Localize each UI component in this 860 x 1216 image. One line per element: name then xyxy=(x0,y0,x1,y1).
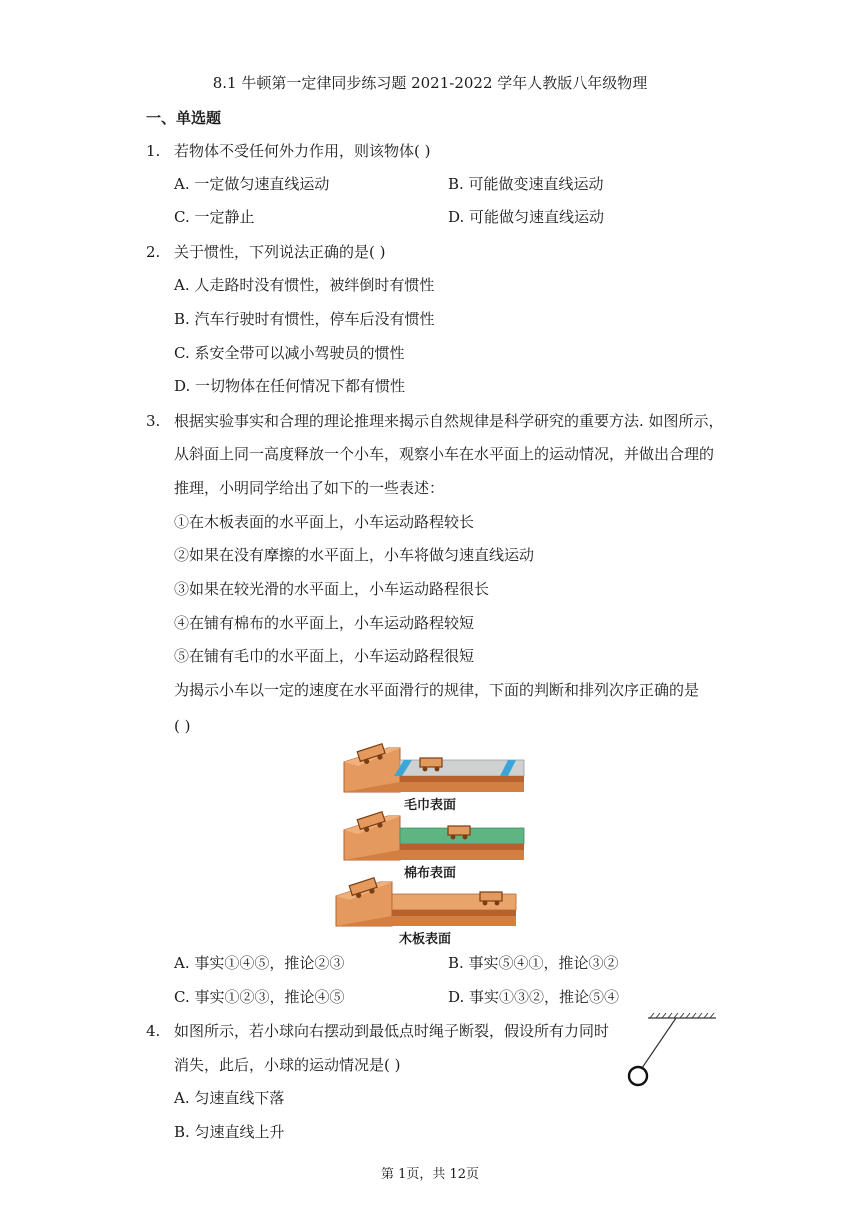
question-2-number: 2. xyxy=(146,243,161,261)
q3-statement-1: ①在木板表面的水平面上，小车运动路程较长 xyxy=(174,513,475,531)
q1-option-b: B. 可能做变速直线运动 xyxy=(448,175,604,193)
q3-stem-line: 推理，小明同学给出了如下的一些表述： xyxy=(174,479,445,497)
q3-option-d: D. 事实①③②，推论⑤④ xyxy=(448,988,620,1006)
q3-statement-2: ②如果在没有摩擦的水平面上，小车将做匀速直线运动 xyxy=(174,546,535,564)
section-heading: 一、单选题 xyxy=(146,109,222,127)
ball-icon xyxy=(629,1067,647,1085)
q4-option-b: B. 匀速直线上升 xyxy=(174,1123,285,1141)
q2-option-a: A. 人走路时没有惯性，被绊倒时有惯性 xyxy=(174,276,435,294)
question-3-number: 3. xyxy=(146,412,161,430)
question-1-number: 1. xyxy=(146,142,161,160)
q2-option-c: C. 系安全带可以减小驾驶员的惯性 xyxy=(174,344,405,362)
question-2-stem: 关于惯性，下列说法正确的是( ) xyxy=(174,243,386,261)
document-title: 8.1 牛顿第一定律同步练习题 2021-2022 学年人教版八年级物理 xyxy=(212,74,648,92)
q4-stem-line: 如图所示，若小球向右摆动到最低点时绳子断裂，假设所有力同时 xyxy=(174,1022,610,1040)
q3-option-c: C. 事实①②③，推论④⑤ xyxy=(174,988,345,1006)
q3-option-b: B. 事实⑤④①，推论③② xyxy=(448,954,619,972)
figure-caption-towel: 毛巾表面 xyxy=(404,798,457,813)
q1-option-a: A. 一定做匀速直线运动 xyxy=(174,175,330,193)
q3-statement-5: ⑤在铺有毛巾的水平面上，小车运动路程很短 xyxy=(174,647,475,665)
q2-option-d: D. 一切物体在任何情况下都有惯性 xyxy=(174,377,406,395)
q4-option-a: A. 匀速直线下落 xyxy=(174,1089,285,1107)
q3-stem-line: 根据实验事实和合理的理论推理来揭示自然规律是科学研究的重要方法. 如图所示， xyxy=(174,412,724,430)
q2-option-b: B. 汽车行驶时有惯性，停车后没有惯性 xyxy=(174,310,435,328)
q3-statement-3: ③如果在较光滑的水平面上，小车运动路程很长 xyxy=(174,580,490,598)
q1-option-c: C. 一定静止 xyxy=(174,208,255,226)
page-footer: 第 1页，共 12页 xyxy=(380,1167,480,1182)
q4-stem-line: 消失，此后，小球的运动情况是( ) xyxy=(174,1056,401,1074)
q3-answer-blank: ( ) xyxy=(174,717,191,735)
q3-statement-4: ④在铺有棉布的水平面上，小车运动路程较短 xyxy=(174,614,475,632)
question-4-number: 4. xyxy=(146,1022,161,1040)
pendulum-diagram xyxy=(620,1010,720,1090)
q3-option-a: A. 事实①④⑤，推论②③ xyxy=(174,954,345,972)
question-1-stem: 若物体不受任何外力作用，则该物体( ) xyxy=(174,142,431,160)
q3-stem-line: 为揭示小车以一定的速度在水平面滑行的规律，下面的判断和排列次序正确的是 xyxy=(174,681,700,699)
towel-surface-diagram xyxy=(338,742,530,794)
cotton-surface-diagram xyxy=(338,810,530,862)
wood-surface-diagram xyxy=(330,878,522,928)
figure-caption-wood: 木板表面 xyxy=(399,932,452,947)
figure-caption-cotton: 棉布表面 xyxy=(404,866,457,881)
q3-stem-line: 从斜面上同一高度释放一个小车，观察小车在水平面上的运动情况，并做出合理的 xyxy=(174,445,715,463)
q1-option-d: D. 可能做匀速直线运动 xyxy=(448,208,605,226)
